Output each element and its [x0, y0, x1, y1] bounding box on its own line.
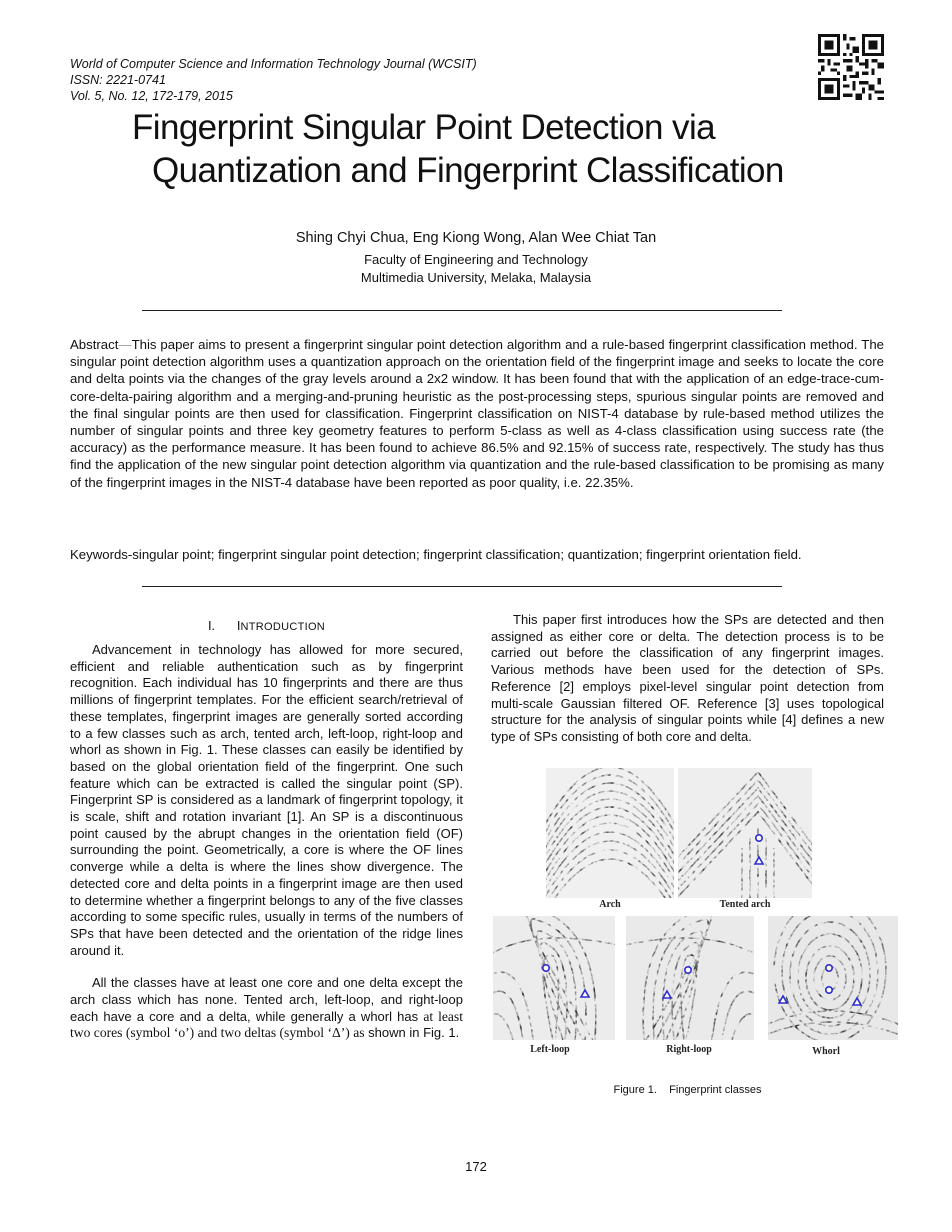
- abstract-dash: —: [118, 337, 132, 352]
- fingerprint-tented-arch-image: [678, 768, 812, 898]
- intro-paragraph-2: [70, 975, 463, 1042]
- page-number: 172: [465, 1159, 487, 1174]
- section-title-initial: I: [236, 618, 241, 633]
- authors: Shing Chyi Chua, Eng Kiong Wong, Alan Wee Chiat Tan: [295, 230, 657, 246]
- label-whorl: Whorl: [812, 1046, 840, 1057]
- divider-bottom: [142, 586, 782, 587]
- intro-paragraph-2-c: shown in Fig. 1.: [364, 1025, 460, 1041]
- title-line-1: Fingerprint Singular Point Detection via: [132, 108, 715, 147]
- left-column: [70, 642, 463, 1042]
- figure-caption: Figure 1. Fingerprint classes: [613, 1084, 762, 1096]
- right-paragraph-1: This paper first introduces how the SPs are detected and then assigned as either core or delta. The detection process is to be carried out before the classification of any fingerprint images. Various methods have been used for the detection of SPs. Reference [2] employs pixel-level singular point detection from multi-scale Gaussian filtered OF. Reference [3] uses topological structure for the analysis of singular points while [4] defines a new type of SPs consisting of both core and delta.: [491, 612, 884, 744]
- affiliation-line-1: Faculty of Engineering and Technology: [364, 252, 588, 267]
- title-line-2: Quantization and Fingerprint Classification: [152, 151, 784, 190]
- fingerprint-whorl-image: [768, 916, 898, 1040]
- affiliation-line-2: Multimedia University, Melaka, Malaysia: [360, 270, 592, 285]
- section-title-rest: NTRODUCTION: [240, 621, 326, 633]
- journal-name: World of Computer Science and Information Technology Journal (WCSIT): [70, 57, 477, 71]
- fingerprint-arch-image: [546, 768, 674, 898]
- paper-title: [70, 106, 850, 192]
- label-left-loop: Left-loop: [530, 1044, 570, 1055]
- section-number: I.: [207, 618, 216, 633]
- fingerprint-right-loop-image: [626, 916, 754, 1040]
- intro-paragraph-2-a: All the classes have at least one core and one delta except the arch class which has none. Tented arch, left-loop, and right-loop each have a core and a delta, while generally a whorl has: [70, 975, 463, 1024]
- divider-top: [142, 310, 782, 311]
- journal-issn: ISSN: 2221-0741: [70, 73, 166, 87]
- abstract: [70, 336, 884, 491]
- label-right-loop: Right-loop: [666, 1044, 712, 1055]
- abstract-label: Abstract: [70, 337, 119, 352]
- fingerprint-left-loop-image: [493, 916, 615, 1040]
- label-tented-arch: Tented arch: [719, 899, 771, 910]
- journal-volume: Vol. 5, No. 12, 172-179, 2015: [70, 89, 233, 103]
- intro-paragraph-1: Advancement in technology has allowed for more secured, efficient and reliable authentication such as by fingerprint recognition. Each individual has 10 fingerprints and there are thus millions of fingerprint templates. For the efficient search/retrieval of these templates, fingerprint images are generally sorted according to a few classes such as arch, tented arch, left-loop, right-loop and whorl as shown in Fig. 1. These classes can easily be identified by based on the global orientation field of the fingerprint. One such feature which can be extracted is called the singular point (SP). Fingerprint SP is considered as a landmark of fingerprint topology, it is scale, shift and rotation invariant [1]. An SP is a discontinuous point caused by the abrupt changes in the orientation field (OF) surrounding the point. Geometrically, a core is where the OF lines converge while a delta is where the lines show divergence. The detected core and delta points in a fingerprint image are then used to determine whether a fingerprint belongs to any of the five classes according to some specific rules, usually in terms of the numbers of SPs that have been detected and the orientation of the ridge lines around it.: [70, 642, 463, 958]
- qr-code-icon: [818, 34, 884, 100]
- keywords: Keywords-singular point; fingerprint singular point detection; fingerprint classification; quantization; fingerprint orientation field.: [70, 547, 802, 562]
- intro-paragraph-2-b: at least two cores (symbol ‘o’) and two deltas (symbol ‘Δ’) as: [70, 1008, 463, 1041]
- affiliation: [0, 251, 952, 287]
- section-heading: [70, 618, 463, 633]
- label-arch: Arch: [599, 899, 621, 910]
- journal-header: [70, 56, 477, 104]
- right-column: [491, 612, 884, 746]
- abstract-text: This paper aims to present a fingerprint singular point detection algorithm and a rule-based fingerprint classification method. The singular point detection algorithm uses a quantization approach on the orientation field of the fingerprint image and seeks to locate the core and delta points via the changes of the gray levels around a 2x2 window. It has been found that with the application of an edge-trace-cum-core-delta-pairing algorithm and a merging-and-pruning heuristic as the post-processing steps, spurious singular points are removed and the final singular points are then used for classification. Fingerprint classification on NIST-4 database by rule-based method utilizes the number of singular points and three key geometry features to perform 5-class as well as 4-class classification using success rate (the accuracy) as the performance measure. It has been found to achieve 86.5% and 92.15% of success rate, respectively. The study has thus find the application of the new singular point detection algorithm via quantization and the rule-based classification to be promising as many of the fingerprint images in the NIST-4 database have been reported as poor quality, i.e. 22.35%.: [70, 337, 884, 490]
